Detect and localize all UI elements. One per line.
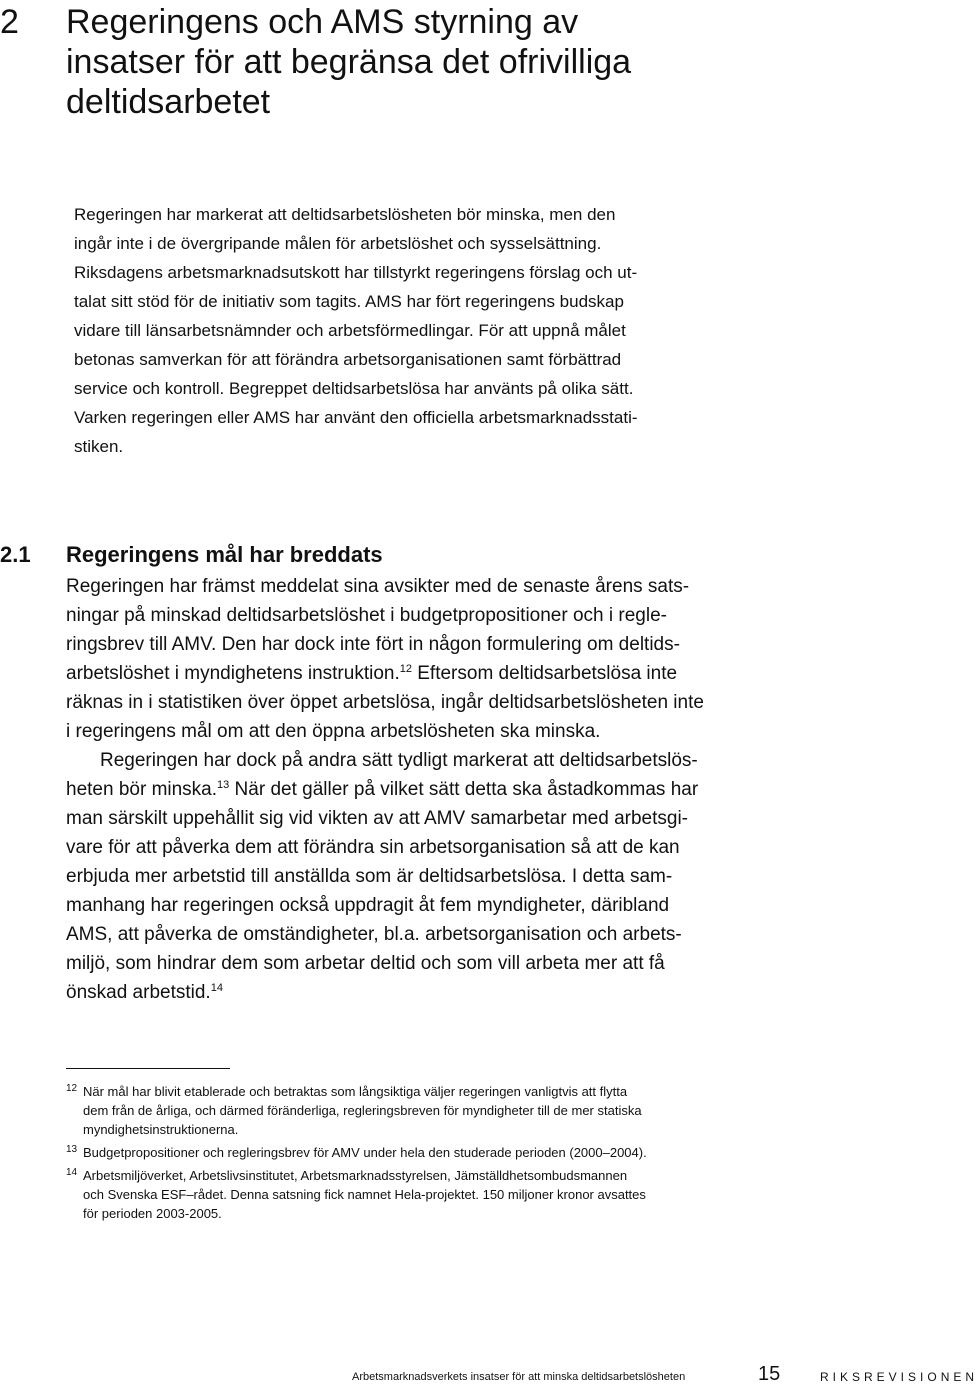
- footer-report-title: Arbetsmarknadsverkets insatser för att minska deltidsarbetslösheten: [352, 1371, 686, 1383]
- body-line: miljö, som hindrar dem som arbetar deltid och som vill arbeta mer att få: [66, 953, 665, 974]
- footnote-line: dem från de årliga, och därmed föränderliga, regleringsbreven för myndigheter till de mer statiska: [83, 1103, 642, 1118]
- body-line: erbjuda mer arbetstid till anställda som är deltidsarbetslösa. I detta sam-: [66, 866, 673, 887]
- summary-line: betonas samverkan för att förändra arbetsorganisationen samt förbättrad: [74, 350, 622, 369]
- summary: [74, 200, 734, 461]
- body-line: manhang har regeringen också uppdragit åt fem myndigheter, däribland: [66, 895, 670, 916]
- footnote-body: [83, 1143, 766, 1162]
- footnote-line: Budgetpropositioner och regleringsbrev för AMV under hela den studerade perioden (2000–2004).: [83, 1145, 647, 1160]
- body-line: räknas in i statistiken över öppet arbetslösa, ingår deltidsarbetslösheten inte: [66, 692, 704, 713]
- summary-line: stiken.: [74, 437, 124, 456]
- publisher-logo: RIKSREVISIONEN: [820, 1370, 978, 1384]
- body-line: ningar på minskad deltidsarbetslöshet i budgetpropositioner och i regle-: [66, 605, 667, 626]
- footnote-ref[interactable]: 12: [399, 663, 412, 675]
- summary-line: Riksdagens arbetsmarknadsutskott har tillstyrkt regeringens förslag och ut-: [74, 263, 638, 282]
- summary-line: Varken regeringen eller AMS har använt den officiella arbetsmarknadsstati-: [74, 408, 638, 427]
- footnote-ref[interactable]: 13: [217, 779, 230, 791]
- section-number: 2.1: [0, 542, 31, 567]
- summary-line: vidare till länsarbetsnämnder och arbetsförmedlingar. För att uppnå målet: [74, 321, 626, 340]
- body-line: Regeringen har dock på andra sätt tydligt markerat att deltidsarbetslös-: [100, 750, 698, 771]
- footnote: [66, 1143, 766, 1162]
- footnote-line: När mål har blivit etablerade och betraktas som långsiktiga väljer regeringen vanligtvis att flytta: [83, 1084, 628, 1099]
- body-line: ringsbrev till AMV. Den har dock inte fört in någon formulering om deltids-: [66, 634, 680, 655]
- body-line: i regeringens mål om att den öppna arbetslösheten ska minska.: [66, 721, 601, 742]
- body-line: [66, 659, 766, 688]
- body-text-run: heten bör minska.: [66, 779, 218, 800]
- footnote-line: och Svenska ESF–rådet. Denna satsning fick namnet Hela-projektet. 150 miljoner kronor avsattes: [83, 1187, 646, 1202]
- footnote-number: 12: [66, 1083, 78, 1094]
- footnote-number: 14: [66, 1167, 78, 1178]
- footnote-line: myndighetsinstruktionerna.: [83, 1122, 239, 1137]
- footnote: [66, 1082, 766, 1139]
- footnote-number: 13: [66, 1144, 78, 1155]
- footnote-ref[interactable]: 14: [210, 982, 223, 994]
- summary-line: talat sitt stöd för de initiativ som tagits. AMS har fört regeringens budskap: [74, 292, 624, 311]
- chapter-title-line: Regeringens och AMS styrning av: [66, 3, 579, 41]
- body-line: vare för att påverka dem att förändra sin arbetsorganisation så att de kan: [66, 837, 680, 858]
- chapter-title: [66, 2, 946, 122]
- page-number: 15: [758, 1363, 781, 1385]
- body-line: AMS, att påverka de omständigheter, bl.a. arbetsorganisation och arbets-: [66, 924, 682, 945]
- chapter-title-line: insatser för att begränsa det ofrivilliga: [66, 43, 632, 81]
- summary-line: service och kontroll. Begreppet deltidsarbetslösa har använts på olika sätt.: [74, 379, 634, 398]
- body-text-run: Eftersom deltidsarbetslösa inte: [411, 663, 678, 684]
- footnote-divider: [66, 1068, 230, 1069]
- footnote-line: för perioden 2003-2005.: [83, 1206, 222, 1221]
- summary-line: Regeringen har markerat att deltidsarbetslösheten bör minska, men den: [74, 205, 616, 224]
- footnote-body: [83, 1082, 766, 1139]
- body-text-run: arbetslöshet i myndighetens instruktion.: [66, 663, 400, 684]
- footnotes: [66, 1082, 766, 1227]
- body-line: [66, 978, 766, 1007]
- body-line: man särskilt uppehållit sig vid vikten av att AMV samarbetar med arbetsgi-: [66, 808, 688, 829]
- summary-line: ingår inte i de övergripande målen för arbetslöshet och sysselsättning.: [74, 234, 602, 253]
- chapter-number: 2: [0, 3, 19, 41]
- footnote-line: Arbetsmiljöverket, Arbetslivsinstitutet, Arbetsmarknadsstyrelsen, Jämställdhetsombudsmannen: [83, 1168, 628, 1183]
- body-text: [66, 572, 766, 1007]
- body-line: Regeringen har främst meddelat sina avsikter med de senaste årens sats-: [66, 576, 690, 597]
- footnote: [66, 1166, 766, 1223]
- body-text-run: När det gäller på vilket sätt detta ska åstadkommas har: [229, 779, 699, 800]
- section-title: Regeringens mål har breddats: [66, 542, 383, 567]
- body-text-run: önskad arbetstid.: [66, 982, 211, 1003]
- chapter-title-line: deltidsarbetet: [66, 83, 271, 121]
- footnote-body: [83, 1166, 766, 1223]
- body-line: [66, 775, 766, 804]
